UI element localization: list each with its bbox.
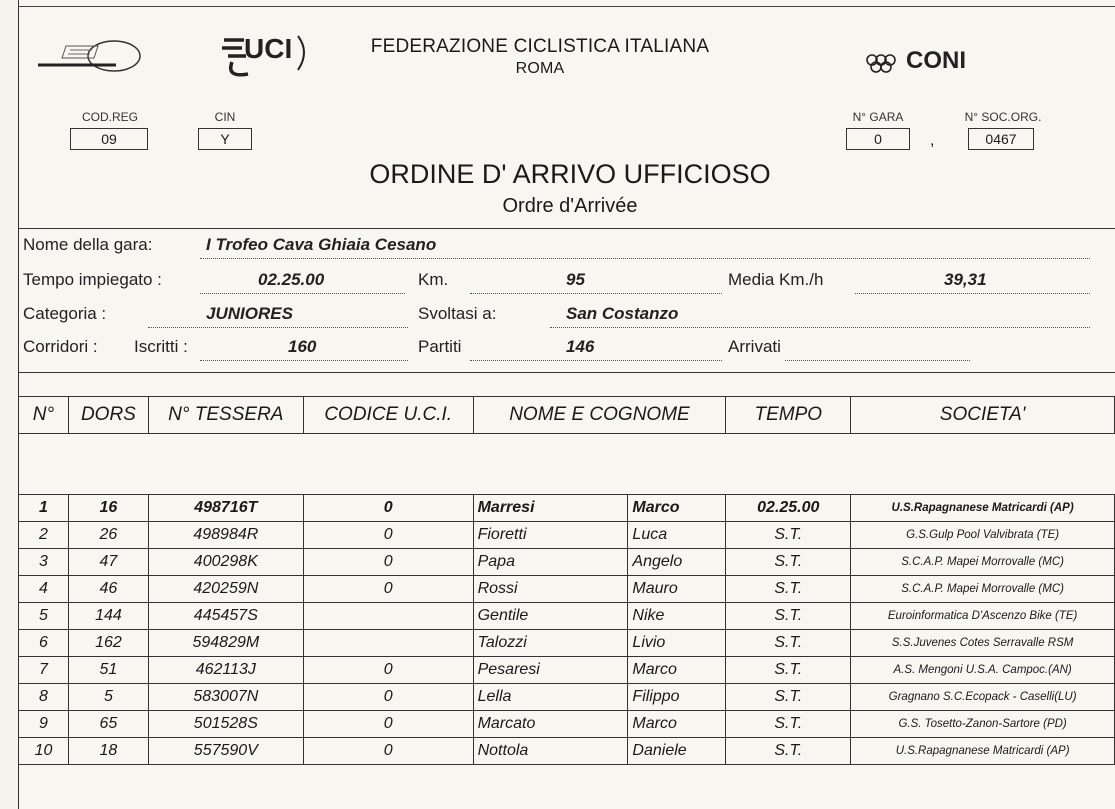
header-tessera: N° TESSERA bbox=[148, 397, 303, 434]
category-value: JUNIORES bbox=[206, 304, 293, 323]
km-value: 95 bbox=[566, 270, 585, 289]
avg-label: Media Km./h bbox=[728, 270, 824, 289]
cell-dors: 16 bbox=[68, 495, 148, 522]
cell-n: 1 bbox=[19, 495, 69, 522]
cell-n: 7 bbox=[19, 657, 69, 684]
cell-uci: 0 bbox=[303, 549, 473, 576]
cell-tempo: S.T. bbox=[726, 630, 851, 657]
table-row bbox=[19, 576, 1115, 603]
cell-cognome: Papa bbox=[473, 549, 628, 576]
cell-nome: Marco bbox=[628, 657, 726, 684]
cin-box: Y bbox=[198, 128, 252, 150]
federation-header bbox=[300, 36, 780, 78]
cell-dors: 144 bbox=[68, 603, 148, 630]
cell-societa: S.S.Juvenes Cotes Serravalle RSM bbox=[851, 630, 1115, 657]
time-dotline bbox=[200, 293, 405, 294]
cell-nome: Marco bbox=[628, 495, 726, 522]
cell-dors: 26 bbox=[68, 522, 148, 549]
cell-nome: Angelo bbox=[628, 549, 726, 576]
cell-cognome: Nottola bbox=[473, 738, 628, 765]
header-codice-uci: CODICE U.C.I. bbox=[303, 397, 473, 434]
table-row bbox=[19, 738, 1115, 765]
avg-value: 39,31 bbox=[944, 270, 987, 289]
cell-societa: U.S.Rapagnanese Matricardi (AP) bbox=[851, 495, 1115, 522]
uci-logo bbox=[218, 26, 308, 82]
started-value: 146 bbox=[566, 337, 595, 356]
coni-logo bbox=[862, 40, 972, 74]
table-row bbox=[19, 630, 1115, 657]
cell-societa: S.C.A.P. Mapei Morrovalle (MC) bbox=[851, 549, 1115, 576]
table-row bbox=[19, 549, 1115, 576]
time-label: Tempo impiegato : bbox=[23, 270, 162, 289]
federation-name: FEDERAZIONE CICLISTICA ITALIANA bbox=[370, 36, 710, 57]
cell-dors: 162 bbox=[68, 630, 148, 657]
cell-tessera: 498984R bbox=[148, 522, 303, 549]
top-border bbox=[18, 6, 1115, 7]
cell-n: 6 bbox=[19, 630, 69, 657]
cell-tempo: S.T. bbox=[726, 549, 851, 576]
federation-city: ROMA bbox=[515, 60, 565, 77]
cell-societa: G.S. Tosetto-Zanon-Sartore (PD) bbox=[851, 711, 1115, 738]
n-soc-org-box: 0467 bbox=[968, 128, 1034, 150]
cell-tessera: 501528S bbox=[148, 711, 303, 738]
km-label: Km. bbox=[418, 270, 449, 289]
cell-n: 2 bbox=[19, 522, 69, 549]
cell-tempo: S.T. bbox=[726, 576, 851, 603]
cell-tempo: S.T. bbox=[726, 657, 851, 684]
category-dotline bbox=[148, 327, 408, 328]
document-title: ORDINE D' ARRIVO UFFICIOSO bbox=[369, 159, 771, 189]
table-gap-row bbox=[19, 434, 1115, 495]
cell-tessera: 498716T bbox=[148, 495, 303, 522]
cell-cognome: Lella bbox=[473, 684, 628, 711]
avg-dotline bbox=[855, 293, 1090, 294]
cell-n: 9 bbox=[19, 711, 69, 738]
cell-tessera: 420259N bbox=[148, 576, 303, 603]
registered-value: 160 bbox=[288, 337, 317, 356]
cell-dors: 51 bbox=[68, 657, 148, 684]
race-name-value: I Trofeo Cava Ghiaia Cesano bbox=[206, 235, 437, 254]
cell-cognome: Marresi bbox=[473, 495, 628, 522]
cell-uci bbox=[303, 630, 473, 657]
cell-cognome: Fioretti bbox=[473, 522, 628, 549]
cell-tempo: S.T. bbox=[726, 603, 851, 630]
arrived-dotline bbox=[785, 360, 970, 361]
header-n: N° bbox=[19, 397, 69, 434]
federation-logo bbox=[36, 38, 144, 74]
cell-dors: 65 bbox=[68, 711, 148, 738]
cell-societa: G.S.Gulp Pool Valvibrata (TE) bbox=[851, 522, 1115, 549]
cell-tessera: 594829M bbox=[148, 630, 303, 657]
cell-dors: 47 bbox=[68, 549, 148, 576]
cod-reg-label: COD.REG bbox=[81, 110, 138, 124]
n-gara-box: 0 bbox=[846, 128, 910, 150]
table-row bbox=[19, 522, 1115, 549]
cell-tempo: S.T. bbox=[726, 738, 851, 765]
header-societa: SOCIETA' bbox=[851, 397, 1115, 434]
rule-line-2 bbox=[18, 372, 1115, 373]
n-soc-org-label: N° SOC.ORG. bbox=[964, 110, 1042, 124]
held-value: San Costanzo bbox=[566, 304, 679, 323]
cell-nome: Luca bbox=[628, 522, 726, 549]
cell-n: 8 bbox=[19, 684, 69, 711]
cod-reg-box: 09 bbox=[70, 128, 148, 150]
cell-uci: 0 bbox=[303, 657, 473, 684]
cell-tessera: 462113J bbox=[148, 657, 303, 684]
cell-nome: Filippo bbox=[628, 684, 726, 711]
cell-n: 3 bbox=[19, 549, 69, 576]
cell-societa: Gragnano S.C.Ecopack - Caselli(LU) bbox=[851, 684, 1115, 711]
cell-nome: Marco bbox=[628, 711, 726, 738]
cell-uci: 0 bbox=[303, 711, 473, 738]
table-header-row bbox=[19, 397, 1115, 434]
cell-uci: 0 bbox=[303, 495, 473, 522]
registered-label: Iscritti : bbox=[134, 337, 188, 356]
arrived-label: Arrivati bbox=[728, 337, 781, 356]
cell-uci: 0 bbox=[303, 738, 473, 765]
cell-societa: A.S. Mengoni U.S.A. Campoc.(AN) bbox=[851, 657, 1115, 684]
cell-cognome: Gentile bbox=[473, 603, 628, 630]
registered-dotline bbox=[200, 360, 408, 361]
category-label: Categoria : bbox=[23, 304, 107, 323]
code-separator: , bbox=[930, 132, 935, 149]
cell-uci: 0 bbox=[303, 684, 473, 711]
cell-nome: Livio bbox=[628, 630, 726, 657]
table-row bbox=[19, 495, 1115, 522]
header-nome-cognome: NOME E COGNOME bbox=[473, 397, 726, 434]
race-name-label: Nome della gara: bbox=[23, 235, 153, 254]
cell-dors: 46 bbox=[68, 576, 148, 603]
time-value: 02.25.00 bbox=[258, 270, 325, 289]
cell-nome: Daniele bbox=[628, 738, 726, 765]
cell-tempo: S.T. bbox=[726, 711, 851, 738]
riders-label: Corridori : bbox=[23, 337, 98, 356]
cell-tessera: 557590V bbox=[148, 738, 303, 765]
cell-cognome: Rossi bbox=[473, 576, 628, 603]
cell-tempo: S.T. bbox=[726, 684, 851, 711]
header-tempo: TEMPO bbox=[726, 397, 851, 434]
table-row bbox=[19, 657, 1115, 684]
n-gara-label: N° GARA bbox=[852, 110, 904, 124]
results-table bbox=[18, 396, 1115, 765]
cell-cognome: Talozzi bbox=[473, 630, 628, 657]
cell-tempo: S.T. bbox=[726, 522, 851, 549]
race-name-dotline bbox=[200, 258, 1090, 259]
document-subtitle: Ordre d'Arrivée bbox=[502, 195, 638, 217]
held-label: Svoltasi a: bbox=[418, 304, 497, 323]
cell-societa: Euroinformatica D'Ascenzo Bike (TE) bbox=[851, 603, 1115, 630]
cell-dors: 18 bbox=[68, 738, 148, 765]
cell-tessera: 583007N bbox=[148, 684, 303, 711]
cell-n: 5 bbox=[19, 603, 69, 630]
cell-nome: Nike bbox=[628, 603, 726, 630]
held-dotline bbox=[550, 327, 1090, 328]
cell-cognome: Marcato bbox=[473, 711, 628, 738]
cell-uci: 0 bbox=[303, 576, 473, 603]
started-dotline bbox=[470, 360, 722, 361]
table-row bbox=[19, 603, 1115, 630]
cin-label: CIN bbox=[214, 110, 236, 124]
header-dors: DORS bbox=[68, 397, 148, 434]
table-row bbox=[19, 711, 1115, 738]
rule-line bbox=[18, 228, 1115, 229]
svg-text:UCI: UCI bbox=[244, 33, 293, 64]
cell-n: 4 bbox=[19, 576, 69, 603]
cell-tessera: 445457S bbox=[148, 603, 303, 630]
svg-text:CONI: CONI bbox=[906, 47, 966, 74]
cell-societa: U.S.Rapagnanese Matricardi (AP) bbox=[851, 738, 1115, 765]
cell-tessera: 400298K bbox=[148, 549, 303, 576]
cell-cognome: Pesaresi bbox=[473, 657, 628, 684]
km-dotline bbox=[470, 293, 722, 294]
cell-uci: 0 bbox=[303, 522, 473, 549]
cell-n: 10 bbox=[19, 738, 69, 765]
cell-tempo: 02.25.00 bbox=[726, 495, 851, 522]
cell-nome: Mauro bbox=[628, 576, 726, 603]
cell-societa: S.C.A.P. Mapei Morrovalle (MC) bbox=[851, 576, 1115, 603]
started-label: Partiti bbox=[418, 337, 462, 356]
table-row bbox=[19, 684, 1115, 711]
cell-dors: 5 bbox=[68, 684, 148, 711]
cell-uci bbox=[303, 603, 473, 630]
